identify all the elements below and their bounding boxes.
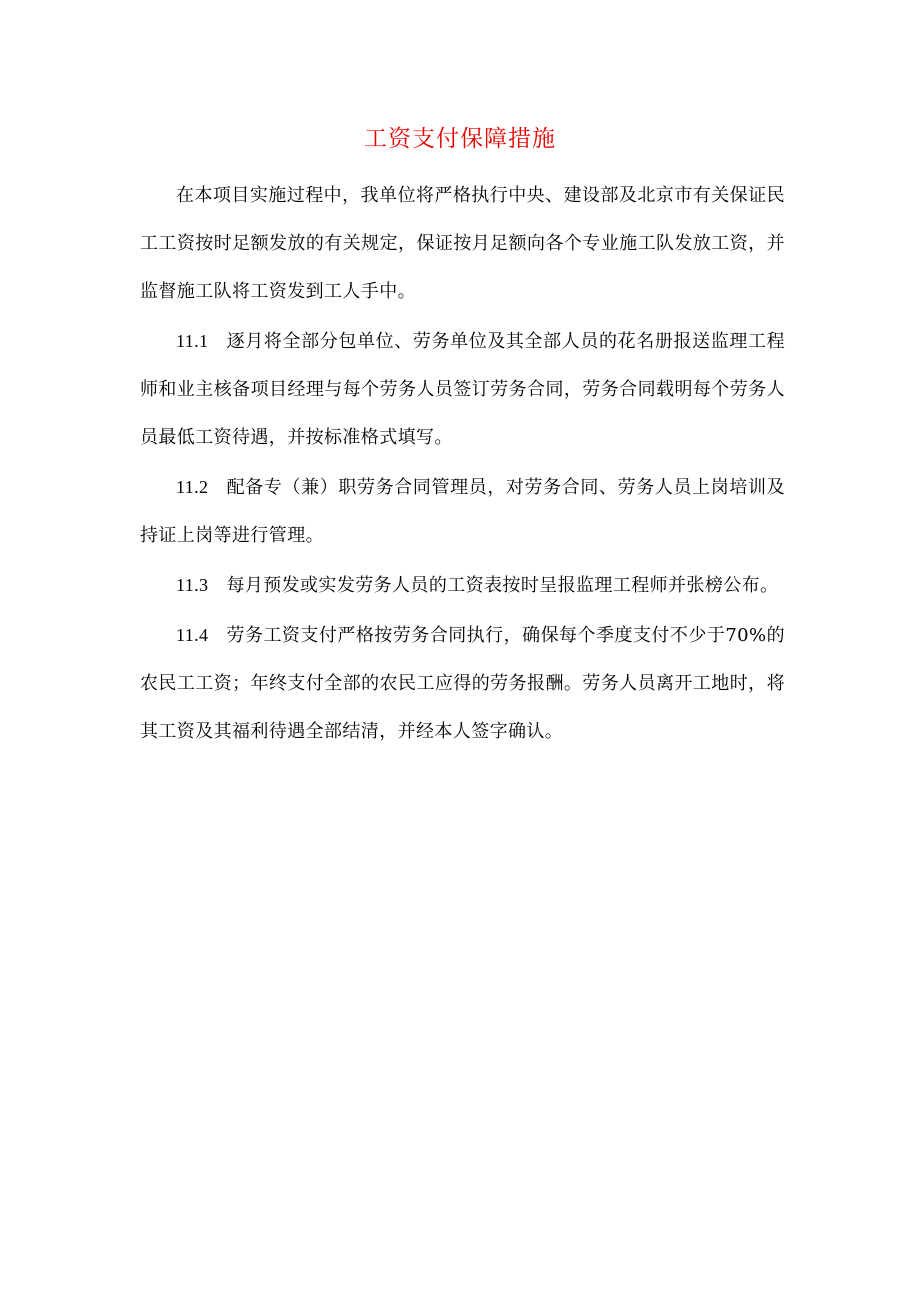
clause-text: 逐月将全部分包单位、劳务单位及其全部人员的花名册报送监理工程师和业主核备项目经理与每个劳务人员签订劳务合同，劳务合同载明每个劳务人员最低工资待遇，并按标准格式填写。 bbox=[140, 331, 785, 448]
clause-number: 11.4 bbox=[176, 625, 209, 645]
intro-paragraph: 在本项目实施过程中，我单位将严格执行中央、建设部及北京市有关保证民工工资按时足额发放的有关规定，保证按月足额向各个专业施工队发放工资，并监督施工队将工资发到工人手中。 bbox=[140, 185, 785, 302]
clause-number: 11.3 bbox=[176, 575, 209, 595]
document-body bbox=[140, 172, 785, 757]
clause-number: 11.1 bbox=[176, 331, 209, 351]
clause-11-1 bbox=[140, 317, 785, 462]
clause-11-2 bbox=[140, 463, 785, 560]
clause-11-3 bbox=[140, 561, 785, 610]
clause-text: 劳务工资支付严格按劳务合同执行，确保每个季度支付不少于70%的农民工工资；年终支付全部的农民工应得的劳务报酬。劳务人员离开工地时，将其工资及其福利待遇全部结清，并经本人签字确认。 bbox=[140, 625, 785, 742]
clause-number: 11.2 bbox=[176, 477, 209, 497]
clause-11-4 bbox=[140, 611, 785, 756]
clause-text: 每月预发或实发劳务人员的工资表按时呈报监理工程师并张榜公布。 bbox=[226, 575, 779, 596]
document-title: 工资支付保障措施 bbox=[364, 126, 556, 152]
clause-text: 配备专（兼）职劳务合同管理员，对劳务合同、劳务人员上岗培训及持证上岗等进行管理。 bbox=[140, 477, 785, 546]
